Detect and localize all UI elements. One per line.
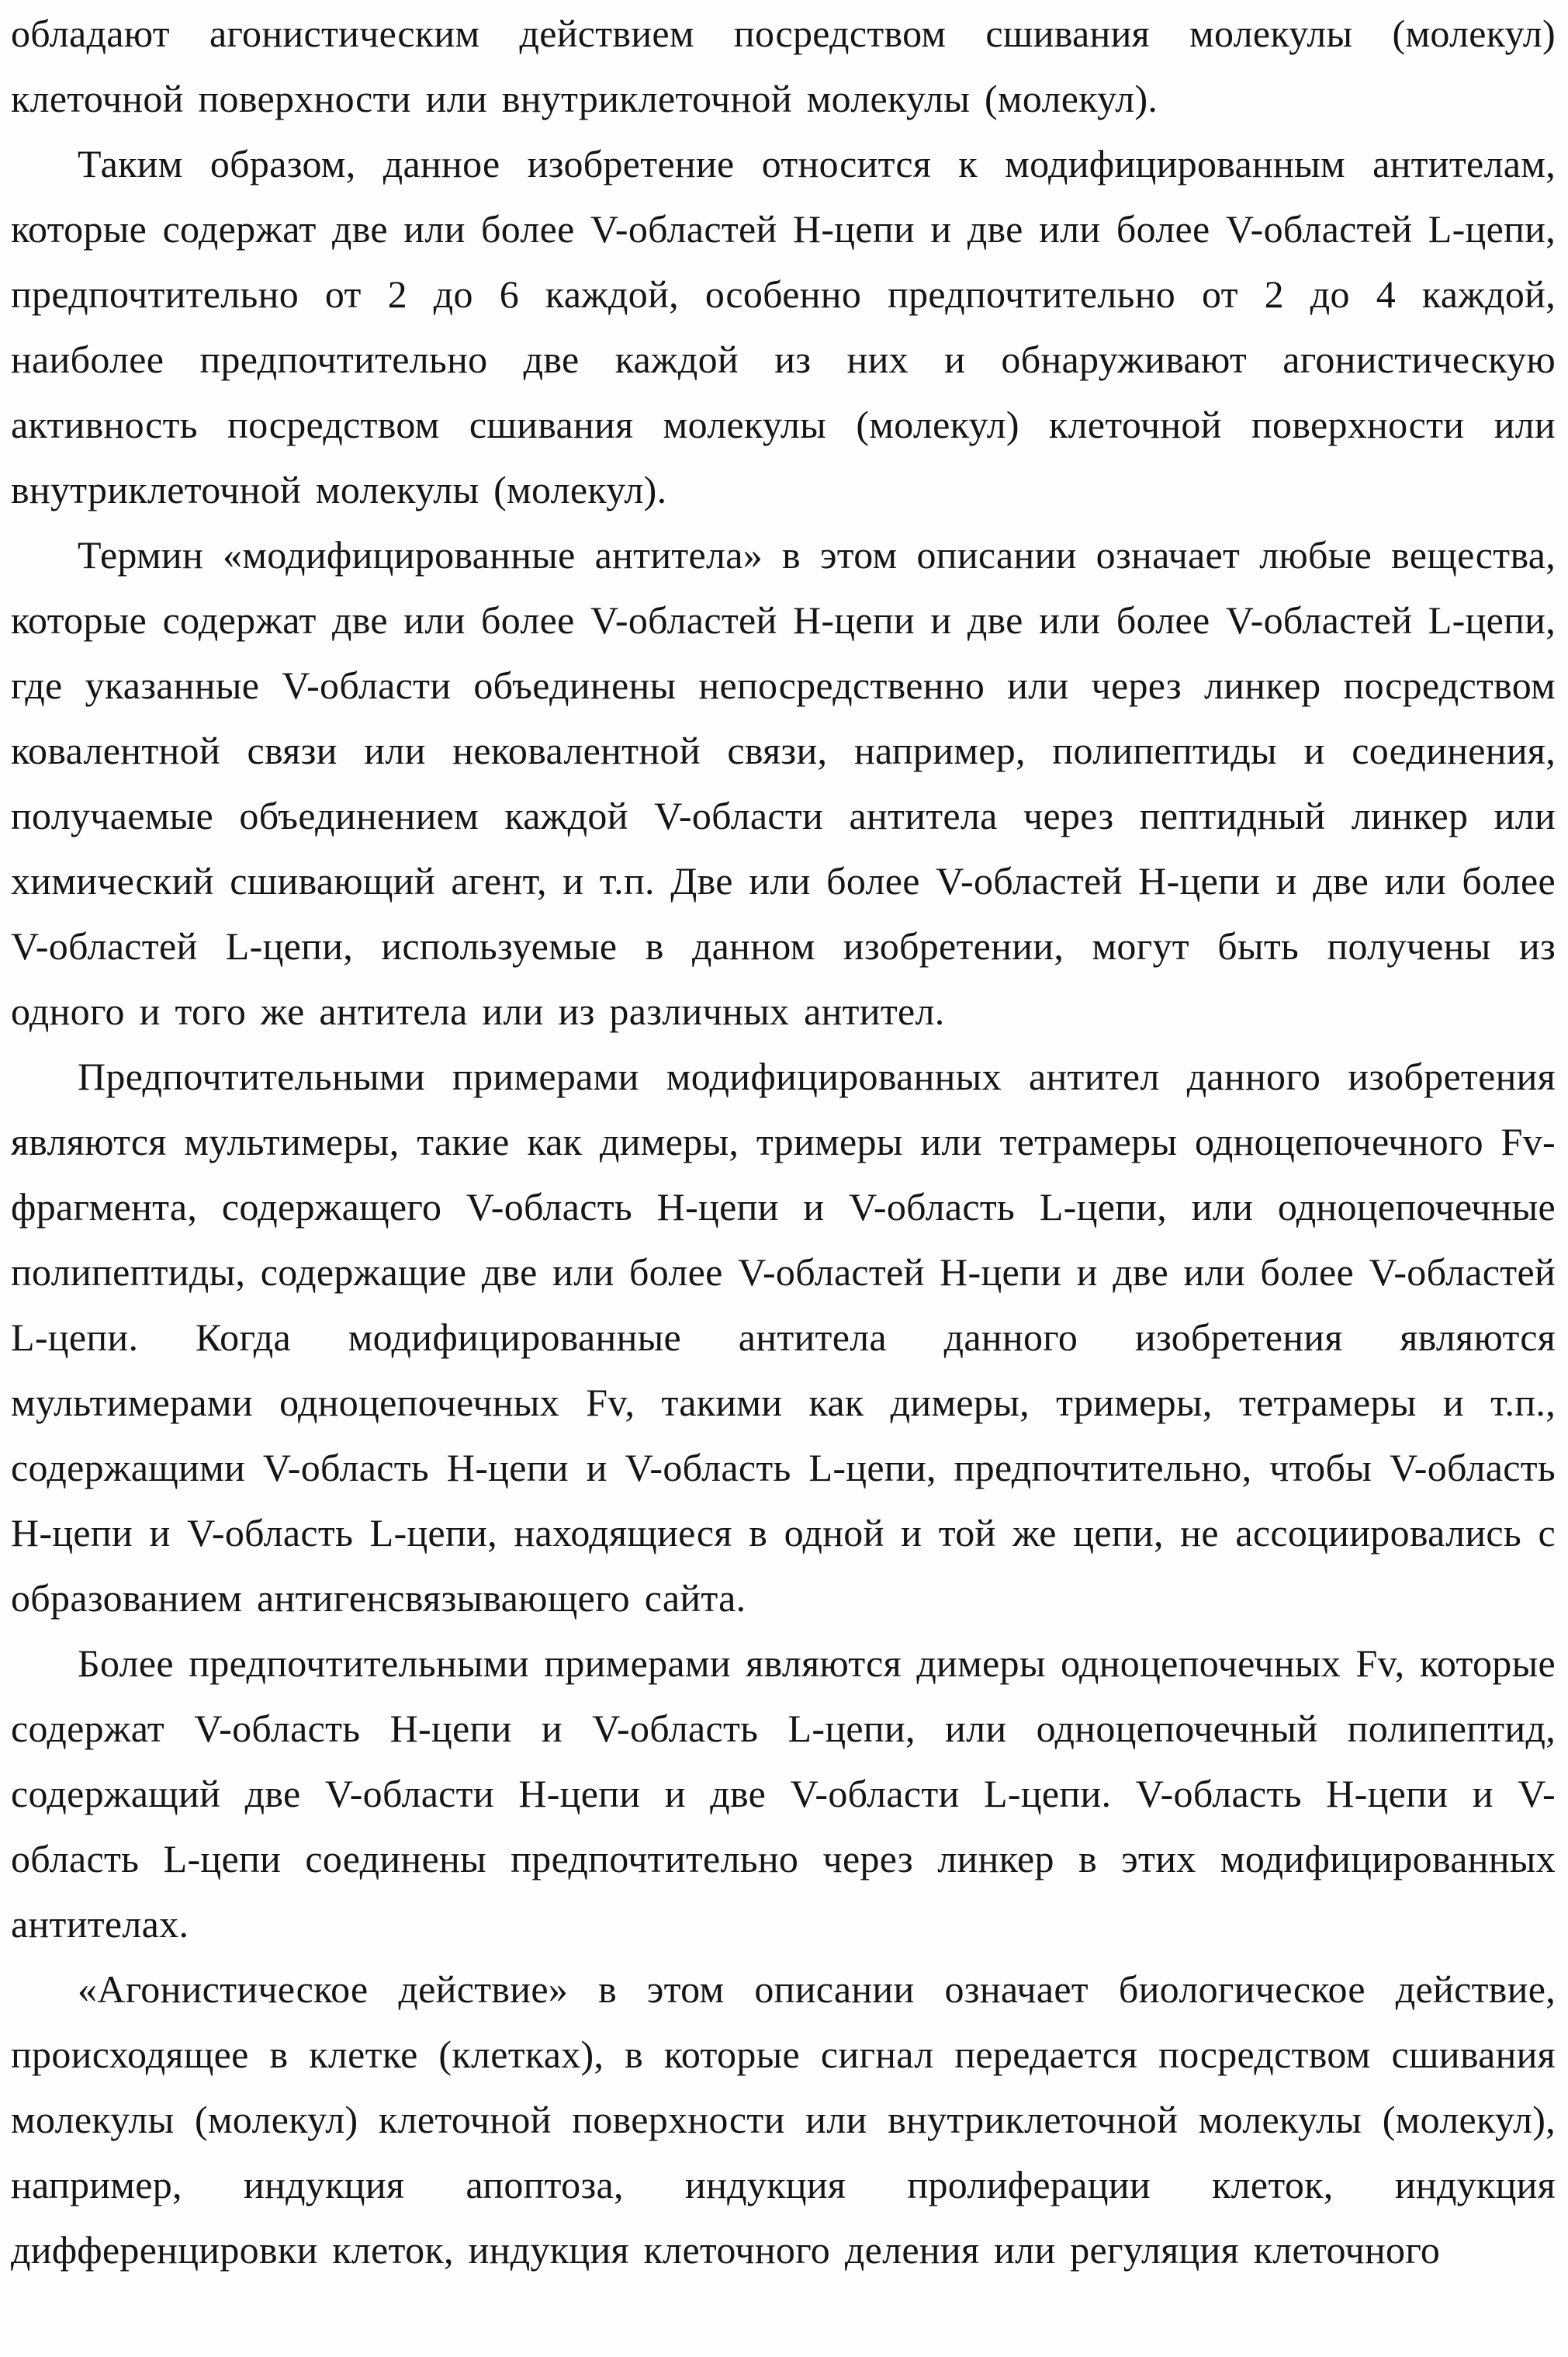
paragraph: Предпочтительными примерами модифицированных антител данного изобретения являются мультимеры, такие как димеры, тримеры или тетрамеры одноцепочечного Fv-фрагмента, содержащего V-область H-цепи и V-область L-цепи, или одноцепочечные полипептиды, содержащие две или более V-областей H-цепи и две или более V-областей L-цепи. Когда модифицированные антитела данного изобретения являются мультимерами одноцепочечных Fv, такими как димеры, тримеры, тетрамеры и т.п., содержащими V-область H-цепи и V-область L-цепи, предпочтительно, чтобы V-область H-цепи и V-область L-цепи, находящиеся в одной и той же цепи, не ассоциировались с образованием антигенсвязывающего сайта. [11, 1055, 1556, 1620]
paragraph: Более предпочтительными примерами являются димеры одноцепочечных Fv, которые содержат V-область H-цепи и V-область L-цепи, или одноцепочечный полипептид, содержащий две V-области H-цепи и две V-области L-цепи. V-область H-цепи и V-область L-цепи соединены предпочтительно через линкер в этих модифицированных антителах. [11, 1641, 1556, 1946]
paragraph: Термин «модифицированные антитела» в этом описании означает любые вещества, которые содержат две или более V-областей H-цепи и две или более V-областей L-цепи, где указанные V-области объединены непосредственно или через линкер посредством ковалентной связи или нековалентной связи, например, полипептиды и соединения, получаемые объединением каждой V-области антитела через пептидный линкер или химический сшивающий агент, и т.п. Две или более V-областей H-цепи и две или более V-областей L-цепи, используемые в данном изобретении, могут быть получены из одного и того же антитела или из различных антител. [11, 533, 1556, 1033]
paragraph: «Агонистическое действие» в этом описании означает биологическое действие, происходящее в клетке (клетках), в которые сигнал передается посредством сшивания молекулы (молекул) клеточной поверхности или внутриклеточной молекулы (молекул), например, индукция апоптоза, индукция пролиферации клеток, индукция дифференцировки клеток, индукция клеточного деления или регуляция клеточного [11, 1967, 1556, 2272]
paragraph: Таким образом, данное изобретение относится к модифицированным антителам, которые содержат две или более V-областей H-цепи и две или более V-областей L-цепи, предпочтительно от 2 до 6 каждой, особенно предпочтительно от 2 до 4 каждой, наиболее предпочтительно две каждой из них и обнаруживают агонистическую активность посредством сшивания молекулы (молекул) клеточной поверхности или внутриклеточной молекулы (молекул). [11, 142, 1556, 511]
paragraph-continuation: обладают агонистическим действием посредством сшивания молекулы (молекул) клеточной поверхности или внутриклеточной молекулы (молекул). [11, 12, 1556, 120]
